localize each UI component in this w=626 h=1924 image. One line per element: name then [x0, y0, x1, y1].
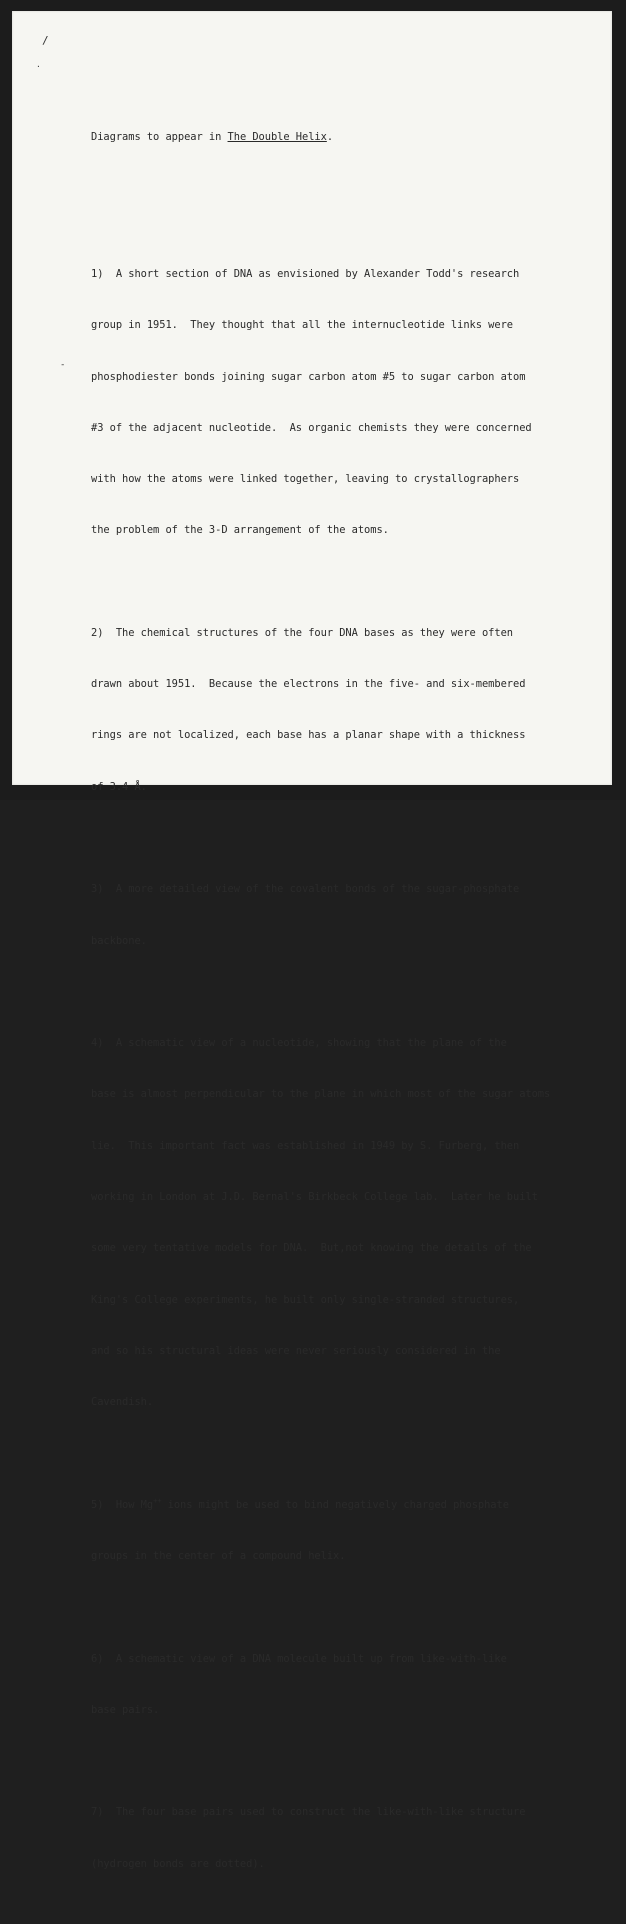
item-4-line: working in London at J.D. Bernal's Birkbeck College lab. Later he built	[91, 1191, 538, 1203]
item-4-line: and so his structural ideas were never seriously considered in the	[91, 1344, 501, 1357]
item-2-line: rings are not localized, each base has a planar shape with a thickness	[91, 729, 526, 742]
item-1-line: with how the atoms were linked together, leaving to crystallographers	[91, 473, 520, 486]
item-2-line: of 3.4 Å.	[91, 780, 147, 793]
item-3	[91, 866, 531, 981]
item-1-line: the problem of the 3-D arrangement of the atoms.	[91, 524, 389, 537]
item-5-text-after: ions might be used to bind negatively charged phosphate	[161, 1498, 509, 1511]
item-1	[91, 251, 531, 571]
item-4-line: lie. This important fact was established in 1949 by S. Furberg, then	[91, 1139, 520, 1152]
heading-suffix: .	[326, 131, 334, 144]
heading-line	[91, 129, 531, 146]
item-3-line: backbone.	[91, 934, 147, 947]
item-4-line: base is almost perpendicular to the plane in which most of the sugar atoms	[91, 1088, 551, 1101]
item-5-text-before: 5) How Mg	[91, 1498, 154, 1511]
item-1-line: phosphodiester bonds joining sugar carbon atom #5 to sugar carbon atom	[91, 370, 526, 383]
document-page	[12, 11, 612, 1870]
spacer	[91, 180, 531, 197]
item-5	[91, 1482, 531, 1597]
heading-prefix: Diagrams to appear in	[91, 131, 228, 144]
item-1-line: group in 1951. They thought that all the internucleotide links were	[91, 319, 513, 332]
item-4	[91, 1020, 551, 1442]
item-7	[91, 1789, 531, 1904]
item-2-line: 2) The chemical structures of the four DNA bases as they were often	[91, 626, 513, 639]
stray-mark-top: /	[42, 34, 49, 47]
item-5-line: groups in the center of a compound helix.	[91, 1549, 346, 1562]
stray-mark-left: -	[60, 360, 66, 370]
item-2	[91, 610, 531, 827]
item-5-line	[91, 1497, 531, 1514]
item-6-line: base pairs.	[91, 1703, 160, 1716]
item-6-line: 6) A schematic view of a DNA molecule built up from like-with-like	[91, 1652, 507, 1665]
item-3-line: 3) A more detailed view of the covalent bonds of the sugar-phosphate	[91, 883, 520, 896]
item-4-line: King's College experiments, he built only single-stranded structures,	[91, 1293, 520, 1306]
document-text	[91, 95, 551, 1924]
item-7-line: 7) The four base pairs used to construct the like-with-like structure	[91, 1806, 526, 1819]
item-4-line: 4) A schematic view of a nucleotide, showing that the plane of the	[91, 1037, 507, 1050]
stray-mark-dot: ·	[36, 62, 41, 71]
item-7-line: (hydrogen bonds are dotted).	[91, 1857, 265, 1870]
item-4-line: some very tentative models for DNA. But,not knowing the details of the	[91, 1242, 532, 1255]
item-6	[91, 1635, 531, 1750]
book-title: The Double Helix	[227, 131, 327, 144]
item-1-line: 1) A short section of DNA as envisioned by Alexander Todd's research	[91, 267, 520, 280]
item-5-superscript: ++	[153, 1496, 162, 1505]
item-4-line: Cavendish.	[91, 1396, 154, 1409]
item-2-line: drawn about 1951. Because the electrons in the five- and six-membered	[91, 678, 526, 691]
item-1-line: #3 of the adjacent nucleotide. As organic chemists they were concerned	[91, 421, 532, 434]
